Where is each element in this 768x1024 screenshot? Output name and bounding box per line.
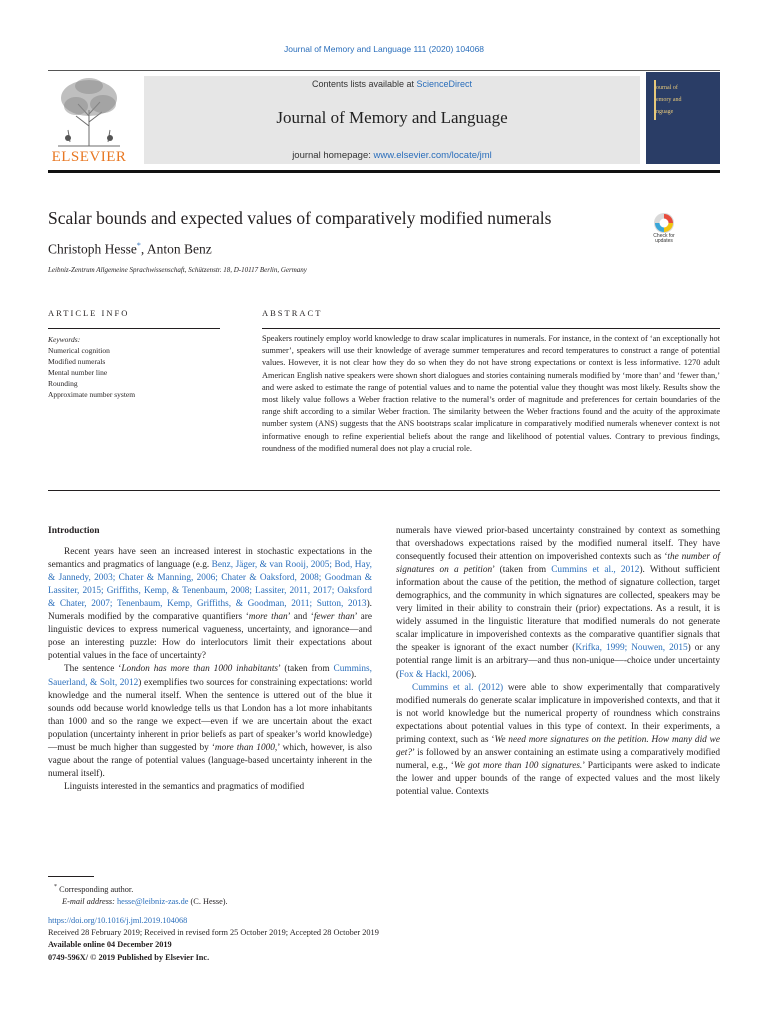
- reference-link[interactable]: Cummins et al. (2012): [412, 682, 504, 693]
- body-paragraph: The sentence ‘London has more than 1000 inhabitants’ (taken from Cummins, Sauerland, & Solt, 2012) exemplifies two sources for constraining expectations: world knowledge and the numeral itself. When the sentence is uttered out of the blue it sounds odd because world knowledge tells us that London has a lot more inhabitants than 1000 and so the range we expect—even if we are uncertain about the exact population (uncertainty inherent in prior beliefs as part of speaker’s world knowledge)—must be much higher than suggested by ‘more than 1000,’ which, however, is also vague about the range of potential values (language-based uncertainty inherent in the numeral itself).: [48, 664, 372, 779]
- article-title: Scalar bounds and expected values of comparatively modified numerals: [48, 208, 552, 228]
- corresponding-author-note: * Corresponding author.: [54, 884, 134, 894]
- corresponding-author-mark[interactable]: *: [136, 241, 141, 250]
- email-link[interactable]: hesse@leibniz-zas.de: [117, 897, 189, 907]
- author-separator: ,: [140, 241, 147, 257]
- check-for-updates-badge[interactable]: [647, 212, 681, 250]
- body-paragraph: Cummins et al. (2012) were able to show experimentally that comparatively modified numerals do generate scalar implicature in impoverished contexts, and that it is not world knowledge but the numerical property of roundness which constrains expectations about potential values in this type of context. In their experiments, a priming context, such as ‘We need more signatures on the petition. How many did we get?’ is followed by an answer containing an estimate using a comparatively modified numeral, e.g., ‘We got more than 100 signatures.’ Participants were asked to indicate the lower and upper bounds of the range of expected values and the most likely potential value. Contexts: [396, 682, 720, 797]
- sciencedirect-link[interactable]: ScienceDirect: [416, 79, 473, 89]
- contents-line: [144, 79, 640, 89]
- body-paragraph: numerals have viewed prior-based uncertainty constrained by context as something that overshadows expectations raised by the modified numeral itself. They have consequently focused their attention on impoverished contexts such as ‘the number of signatures on a petition’ (taken from Cummins et al., 2012). Without sufficient information about the cause of the petition, the method of signature collection, target demographics, and the community in which signatures are collected, speakers may be very limited in their ability to constrain their (prior) expectations. As a result, it is widely assumed in the linguistic literature that modified numerals do not generate scalar implicature in impoverished contexts as the comparative quantifier signals that the speaker is ignorant of the exact number (Krifka, 1999; Nouwen, 2015) or any potential range limit is an arbitrary—and thus non-unique—-choice under uncertainty (Fox & Hackl, 2006).: [396, 526, 720, 680]
- header-top-rule: [48, 70, 720, 71]
- homepage-link[interactable]: www.elsevier.com/locate/jml: [373, 150, 492, 161]
- journal-banner: [144, 76, 640, 164]
- cover-line-3: nguage: [656, 109, 674, 115]
- header-bottom-rule: [48, 170, 720, 173]
- doi-link[interactable]: https://doi.org/10.1016/j.jml.2019.104068: [48, 916, 188, 925]
- cover-line-2: emory and: [656, 97, 682, 103]
- article-metadata: [48, 915, 379, 964]
- reference-link[interactable]: Cummins, Sauerland, & Solt, 2012: [48, 664, 372, 688]
- crossmark-label-2: updates: [655, 238, 673, 244]
- journal-cover-thumbnail[interactable]: [646, 72, 720, 164]
- abstract-text: Speakers routinely employ world knowledge to draw scalar implicatures in numerals. For instance, in the context of ‘an exceptionally hot summer’, speakers will use their knowledge of average summer temperatures and record temperatures to construct a range of potential values. However, it is not clear how they do so when they do not have strong expectations or context is less informative. 1270 adult American English native speakers were shown short dialogues and stories containing numerals modified by ‘more than’ and ‘fewer than,’ and were asked to estimate the range of potential values and to name the potential value they thought was most likely. Results show the most likely value follows a Weber fraction relative to the numeral’s order of magnitude and preferences for certain boundaries of the range shift according to a similar Weber fraction. The similarity between the Weber fractions found and the acuity of the approximate number system (ANS) suggests that the ANS bootstraps scalar implicature in comparatively modified numerals whenever context is not informative enough to refine experiential beliefs about the range and likelihood of potential values. Contrary to previous findings, roundness of the modified numeral does not play a crucial role.: [262, 334, 720, 453]
- elsevier-tree-icon: [48, 76, 130, 148]
- copyright-line: 0749-596X/ © 2019 Published by Elsevier Inc.: [48, 952, 210, 962]
- crossmark-label-1: Check for: [653, 233, 675, 239]
- keyword-item: Approximate number system: [48, 390, 136, 399]
- body-column-right: [396, 525, 720, 799]
- keywords-label: Keywords:: [48, 335, 81, 344]
- body-paragraph: Recent years have seen an increased interest in stochastic expectations in the semantics and pragmatics of language (e.g. Benz, Jäger, & van Rooij, 2005; Bod, Hay, & Jannedy, 2003; Chater & Manning, 2006; Chater & Oaksford, 2008; Goodman & Lassiter, 2015; Griffiths, Kemp, & Tenenbaum, 2008; Lassiter, 2011, 2017; Oaksford & Chater, 2007; Tenenbaum, Kemp, Griffiths, & Goodman, 2011; Sutton, 2013). Numerals modified by the comparative quantifiers ‘more than’ and ‘fewer than’ are linguistic devices to express numerical vagueness, uncertainty, and ignorance—and pose an interesting puzzle: How do interlocutors limit their expectations about potential values in the face of uncertainty?: [48, 547, 372, 662]
- journal-homepage: [144, 150, 640, 161]
- homepage-prefix: journal homepage:: [292, 150, 374, 161]
- keyword-item: Modified numerals: [48, 357, 106, 366]
- contents-prefix: Contents lists available at: [311, 79, 417, 89]
- footnote-rule: [48, 876, 94, 877]
- elsevier-wordmark: ELSEVIER: [51, 149, 127, 165]
- received-dates: Received 28 February 2019; Received in revised form 25 October 2019; Accepted 28 October 2019: [48, 928, 379, 938]
- body-paragraph: Linguists interested in the semantics and pragmatics of modified: [64, 781, 305, 792]
- elsevier-logo[interactable]: [48, 76, 130, 166]
- keywords-block: [48, 334, 135, 400]
- cover-text: [656, 82, 682, 118]
- reference-link[interactable]: Krifka, 1999; Nouwen, 2015: [575, 643, 688, 654]
- body-column-left: [48, 525, 372, 794]
- reference-link[interactable]: Benz, Jäger, & van Rooij, 2005; Bod, Hay, & Jannedy, 2003; Chater & Manning, 2006; Chater & Oaksford, 2008; Goodman & Lassiter, 2015; Griffiths, Kemp, & Tenenbaum, 2008; Lassiter, 2011, 2017; Oaksford & Chater, 2007; Tenenbaum, Kemp, Griffiths, & Goodman, 2011; Sutton, 2013: [48, 560, 372, 610]
- author-list: [48, 241, 212, 258]
- journal-title: Journal of Memory and Language: [276, 108, 508, 127]
- keyword-item: Rounding: [48, 379, 78, 388]
- available-online: Available online 04 December 2019: [48, 940, 172, 950]
- journal-citation[interactable]: Journal of Memory and Language 111 (2020) 104068: [283, 44, 485, 54]
- article-info-heading: ARTICLE INFO: [48, 308, 130, 318]
- cover-line-1: ournal of: [656, 85, 678, 91]
- keyword-item: Mental number line: [48, 368, 108, 377]
- abstract-rule: [262, 328, 720, 329]
- keyword-item: Numerical cognition: [48, 346, 110, 355]
- reference-link[interactable]: Cummins et al., 2012: [551, 565, 640, 576]
- reference-link[interactable]: Fox & Hackl, 2006: [399, 669, 471, 680]
- abstract-heading: ABSTRACT: [262, 308, 323, 318]
- article-info-rule: [48, 328, 220, 329]
- email-note: E-mail address: hesse@leibniz-zas.de (C. Hesse).: [62, 897, 228, 907]
- author-hesse[interactable]: Christoph Hesse: [48, 241, 137, 257]
- footnotes: [54, 881, 228, 909]
- section-rule: [48, 490, 720, 491]
- author-affiliation: Leibniz-Zentrum Allgemeine Sprachwissenschaft, Schützenstr. 18, D-10117 Berlin, Germany: [48, 266, 307, 274]
- introduction-heading: Introduction: [48, 526, 100, 536]
- crossmark-label: [647, 234, 681, 244]
- author-benz[interactable]: Anton Benz: [146, 241, 212, 257]
